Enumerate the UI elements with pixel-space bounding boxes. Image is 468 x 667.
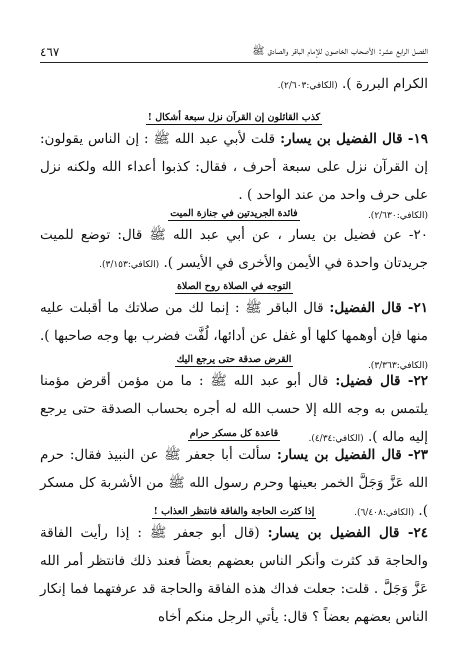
paragraph-text: الكرام البررة ).	[337, 76, 428, 92]
narration-number: ١٩- قال الفضيل بن يسار:	[280, 131, 428, 147]
paragraph-text: ٢٠- عن فضيل بن يسار ، عن أبي عبد الله ﷺ قال: توضع للميت جريدتان واحدة في الأيمن والأخرى في الأيسر ).	[40, 227, 428, 271]
continued-paragraph	[40, 70, 428, 100]
section-heading: فائدة الجريدتين في جنازة الميت	[170, 208, 298, 219]
narration-number: ٢٣- قال الفضيل بن يسار:	[276, 447, 428, 463]
paragraph-text: قال الباقر ﷺ : إنما لك من صلاتك ما أقبلت عليه منها فإن أوهمها كلها أو غفل عن أدائها، لُفَّت فضرب بها وجه صاحبها ).	[40, 300, 428, 344]
narration-number: ٢٤- قال الفضيل بن يسار:	[267, 525, 428, 541]
source-reference: (الكافي:٦/٤٠٨).	[354, 508, 415, 518]
section-heading: قاعدة كل مسكر حرام	[189, 428, 279, 439]
paragraph-text: قال أبو عبد الله ﷺ : ما من مؤمن أقرض مؤمنا يلتمس به وجه الله إلا حسب الله له أجره بحساب الصدقة حتى يرجع إليه ماله ).	[40, 373, 428, 445]
source-reference: (الكافي:٢/٦٠٣).	[277, 81, 338, 91]
source-reference: (الكافي:٣/٣٦٣).	[367, 361, 428, 371]
source-reference: (الكافي:٣/١٥٣).	[99, 260, 160, 270]
narration-number: ٢٢- قال فضيل:	[335, 373, 428, 389]
chapter-title: الفصل الرابع عشر: الأصحاب الخاصون للإمام الباقر والصادق ﷺ	[252, 46, 428, 57]
section-heading: كذب القائلون إن القرآن نزل سبعة أشكال !	[147, 112, 321, 123]
source-reference: (الكافي:٢/٦٣٠).	[367, 211, 428, 221]
section-heading: التوجه في الصلاة روح الصلاة	[176, 281, 292, 292]
page-number: ٤٦٧	[40, 45, 60, 59]
narration-20	[40, 221, 428, 279]
paragraph-text: سألت أبا جعفر ﷺ عن النبيذ فقال: حرم الله عَزَّ وَجَلَّ الخمر بعينها وحرم رسول الله ﷺ من الأشربة كل مسكر ).	[40, 447, 428, 519]
narration-number: ٢١- قال الفضيل:	[329, 300, 428, 316]
narration-24	[40, 519, 428, 631]
running-header	[40, 44, 428, 63]
paragraph-text: (قال أبو جعفر ﷺ : إذا رأيت الفاقة والحاجة قد كثرت وأنكر الناس بعضهم بعضاً فعند ذلك فانتظر أمر الله عَزَّ وَجَلَّ . قلت: جعلت فداك هذه الفاقة والحاجة قد عرفتهما فما إنكار الناس بعضهم بعضاً ؟ قال: يأتي الرجل منكم أخاه	[40, 525, 428, 625]
source-reference: (الكافي:٤/٣٤).	[308, 434, 364, 444]
section-heading: إذا كثرت الحاجة والفاقة فانتظر العذاب !	[153, 506, 315, 517]
section-heading: القرض صدقة حتى يرجع اليك	[176, 354, 292, 365]
paragraph-text: قلت لأبي عبد الله ﷺ : إن الناس يقولون: إن القرآن نزل على سبعة أحرف ، فقال: كذبوا أعداء الله ولكنه نزل على حرف واحد من عند الواحد ) .	[40, 131, 428, 203]
